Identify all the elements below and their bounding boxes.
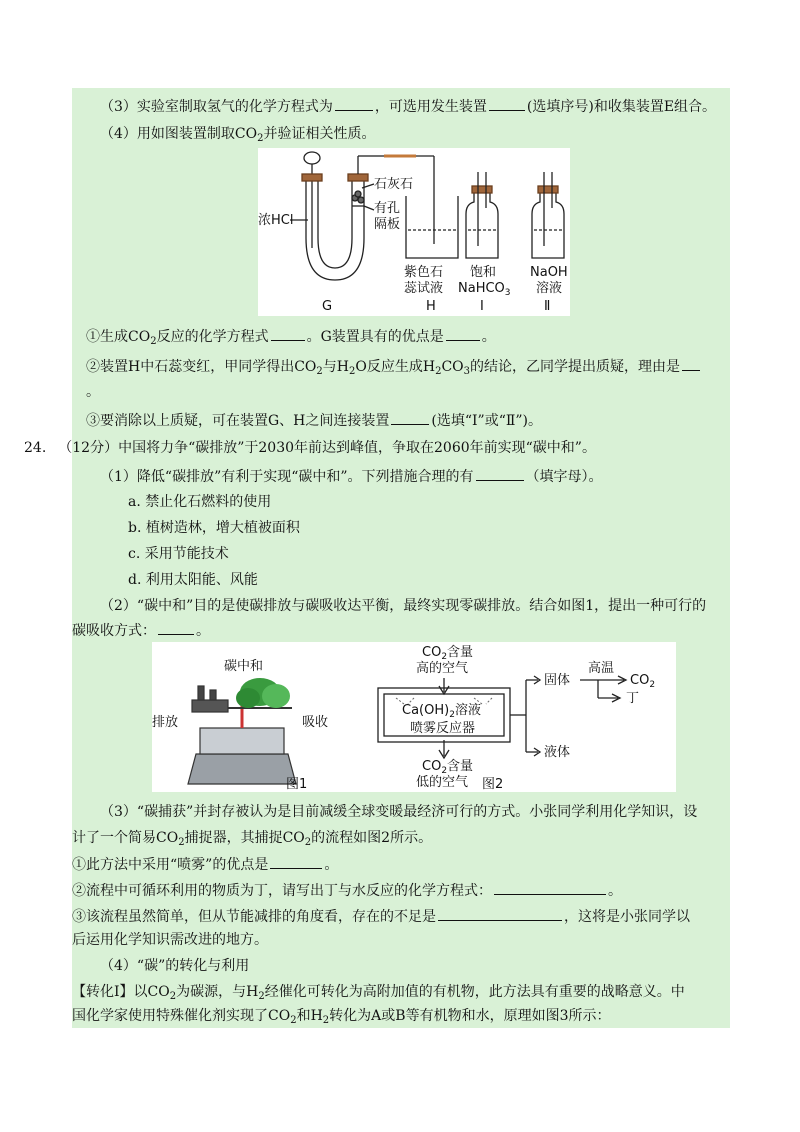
- fig1-title: 碳中和: [224, 659, 264, 674]
- fig2-top3: 高的空气: [416, 661, 469, 676]
- fig1-caption: 图1: [286, 777, 308, 792]
- label-conc-hcl: 浓HCl: [258, 213, 294, 228]
- q3-text-post: (选填序号)和收集装置E组合。: [526, 99, 717, 115]
- s3-text-post: (选填“Ⅰ”或“Ⅱ”)。: [431, 413, 543, 429]
- s3-text: ③要消除以上质疑，可在装置G、H之间连接装置: [86, 413, 390, 429]
- q3-blank-device[interactable]: [489, 96, 525, 111]
- p3-text: 计了一个简易CO: [72, 830, 179, 846]
- p2-line2: [72, 620, 210, 641]
- fig1-absorption: 吸收: [302, 715, 329, 730]
- sub1-line: [86, 326, 496, 347]
- q3-text: （3）实验室制取氢气的化学方程式为: [100, 99, 333, 115]
- p1-line: [100, 466, 603, 487]
- p3-text-post: 的流程如图2所示。: [311, 830, 433, 846]
- label-nahco3: NaHCO$_3$: [458, 281, 511, 298]
- p2-line1: （2）“碳中和”目的是使碳排放与碳吸收达平衡，最终实现零碳排放。结合如图1，提出一种可行的: [100, 598, 707, 614]
- subscript: 2: [349, 366, 356, 377]
- conv-line1: [72, 982, 685, 1002]
- fig2-ding: 丁: [626, 691, 640, 706]
- s1-text-mid: 反应的化学方程式: [156, 329, 269, 345]
- p2-text: 碳吸收方式：: [72, 623, 156, 639]
- p1-text-post: （填字母）。: [525, 469, 603, 485]
- caption-ii: Ⅱ: [544, 299, 551, 314]
- sub2-line: [86, 356, 702, 377]
- s2-text: ②装置H中石蕊变红，甲同学得出CO: [86, 359, 317, 375]
- p3c-line2: 后运用化学知识需改进的地方。: [72, 932, 268, 948]
- fig2-bot3: 低的空气: [416, 775, 469, 790]
- p3-line2: [72, 828, 432, 848]
- s2-text-mid3: CO: [441, 359, 464, 375]
- p3c-blank[interactable]: [438, 906, 562, 921]
- carbon-figure: [152, 642, 676, 792]
- label-saturated: 饱和: [470, 265, 497, 280]
- fig2-bot1: $CO_2$含量: [422, 759, 474, 776]
- p4-text: （4）“碳”的转化与利用: [100, 958, 250, 974]
- p3a-blank[interactable]: [270, 854, 322, 869]
- option-a: a. 禁止化石燃料的使用: [128, 494, 272, 510]
- fig2-solid: 固体: [544, 673, 571, 688]
- label-plate-1: 有孔: [374, 201, 401, 216]
- subscript: 2: [258, 991, 265, 1002]
- q4-text: （4）用如图装置制取CO: [100, 126, 258, 142]
- conv-text-mid: 为碳源，与H: [176, 984, 259, 1000]
- s1-text: ①生成CO: [86, 329, 151, 345]
- s1-text-post: 。: [481, 329, 496, 345]
- label-litmus-1: 紫色石: [404, 265, 444, 280]
- p3a-line: [72, 854, 338, 875]
- s2-text-mid: 与H: [322, 359, 349, 375]
- p3b-blank[interactable]: [494, 880, 606, 895]
- conv-line2-mid: 和H: [296, 1008, 323, 1024]
- subscript: 2: [435, 366, 442, 377]
- q24-line: [24, 438, 596, 458]
- p2-blank[interactable]: [158, 620, 194, 635]
- fig2-top1: $CO_2$含量: [422, 645, 474, 662]
- subscript: 2: [150, 336, 157, 347]
- q4-line: [100, 124, 375, 144]
- subscript: 2: [322, 1015, 330, 1026]
- label-plate-2: 隔板: [374, 217, 401, 232]
- option-d: d. 利用太阳能、风能: [128, 572, 258, 588]
- p3c-post: ，这将是小张同学以: [564, 909, 690, 925]
- caption-h: H: [426, 299, 436, 314]
- conv-text-post: 经催化可转化为高附加值的有机物，此方法具有重要的战略意义。中: [264, 984, 685, 1000]
- p3-line1: （3）“碳捕获”并封存被认为是目前减缓全球变暖最经济可行的方式。小张同学利用化学知识，设: [100, 804, 698, 820]
- label-litmus-2: 蕊试液: [404, 281, 444, 296]
- subscript: 2: [178, 837, 185, 848]
- subscript: 2: [257, 133, 264, 144]
- q4-text-post: 并验证相关性质。: [263, 126, 376, 142]
- caption-i: Ⅰ: [480, 299, 484, 314]
- subscript: 2: [316, 366, 323, 377]
- subscript: 3: [463, 366, 471, 377]
- fig2-co2: $CO_2$: [630, 673, 656, 690]
- q3-text-mid: ，可选用发生装置: [374, 99, 487, 115]
- conv-text: 【转化Ⅰ】以CO: [72, 984, 170, 1000]
- apparatus-figure: [258, 148, 570, 316]
- p3-text-mid: 捕捉器，其捕捉CO: [184, 830, 305, 846]
- p3b-text: ②流程中可循环利用的物质为丁，请写出丁与水反应的化学方程式：: [72, 883, 492, 899]
- fig2-heat: 高温: [588, 661, 615, 676]
- q24-number: 24.: [24, 440, 47, 456]
- caption-g: G: [322, 299, 333, 314]
- label-naoh: NaOH: [530, 265, 568, 280]
- subscript: 2: [304, 837, 312, 848]
- q3-blank-equation[interactable]: [335, 96, 373, 111]
- p3b-line: [72, 880, 622, 901]
- sub3-line: [86, 410, 542, 431]
- fig2-box2: 喷雾反应器: [410, 721, 476, 736]
- p3c-text: ③该流程虽然简单，但从节能减排的角度看，存在的不足是: [72, 909, 436, 925]
- fig2-caption: 图2: [482, 777, 504, 792]
- label-limestone: 石灰石: [374, 177, 414, 192]
- fig1-emission: 排放: [152, 715, 179, 730]
- fig2-box1: $Ca(OH)_2$溶液: [402, 703, 481, 720]
- s1-blank-equation[interactable]: [271, 326, 305, 341]
- q24-text: （12分）中国将力争“碳排放”于2030年前达到峰值，争取在2060年前实现“碳中和”。: [58, 440, 596, 456]
- subscript: 2: [169, 991, 177, 1002]
- p1-blank[interactable]: [476, 466, 524, 481]
- s3-blank-device[interactable]: [391, 410, 429, 425]
- p3c-line: [72, 906, 690, 927]
- p2-end: 。: [196, 623, 210, 639]
- p3a-text: ①此方法中采用“喷雾”的优点是: [72, 857, 269, 873]
- fig2-liquid: 液体: [544, 745, 571, 760]
- s1-text-mid2: 。G装置具有的优点是: [306, 329, 444, 345]
- q3-line: [100, 96, 716, 117]
- s2-end: 。: [86, 384, 100, 400]
- conv-line2-text: 国化学家使用特殊催化剂实现了CO: [72, 1008, 291, 1024]
- question-page: [24, 88, 730, 1028]
- conv-line2: [72, 1006, 610, 1026]
- s2-text-post: 的结论，乙同学提出质疑，理由是: [470, 359, 681, 375]
- option-b: b. 植树造林，增大植被面积: [128, 520, 300, 536]
- s2-text-mid2: O反应生成H: [355, 359, 436, 375]
- p1-text: （1）降低“碳排放”有利于实现“碳中和”。下列措施合理的有: [100, 469, 474, 485]
- p3a-post: 。: [324, 857, 339, 873]
- conv-line2-post: 转化为A或B等有机物和水，原理如图3所示：: [329, 1008, 611, 1024]
- subscript: 2: [290, 1015, 297, 1026]
- s2-blank-reason[interactable]: [682, 356, 700, 371]
- s1-blank-advantage[interactable]: [446, 326, 480, 341]
- label-solution: 溶液: [536, 281, 563, 296]
- p3b-post: 。: [608, 883, 622, 899]
- option-c: c. 采用节能技术: [128, 546, 229, 562]
